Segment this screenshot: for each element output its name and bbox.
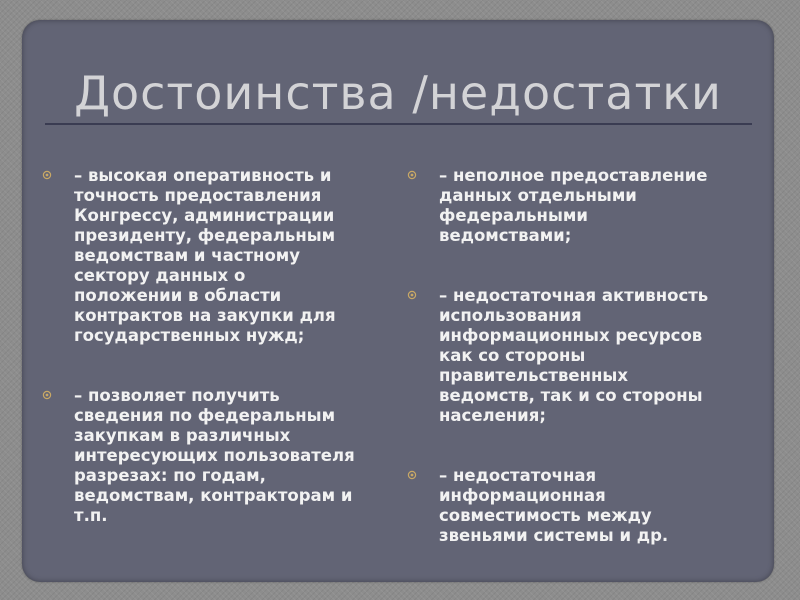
bullet-icon <box>42 150 52 160</box>
disadvantage-item <box>407 146 757 246</box>
advantage-item <box>42 366 394 526</box>
advantage-text: – высокая оперативность и точность предоставления Конгрессу, администрации президенту, федеральным ведомствам и частному сектору данных о положении в области контрактов на закупки для государственных нужд; <box>74 166 336 345</box>
title-divider <box>45 123 752 125</box>
advantage-text: – позволяет получить сведения по федеральным закупкам в различных интересующих пользователя разрезах: по годам, ведомствам, контракторам и т.п. <box>74 386 355 525</box>
disadvantage-text: – недостаточная активность использования информационных ресурсов как со стороны правительственных ведомств, так и со стороны населения; <box>439 286 709 425</box>
bullet-icon <box>407 150 417 160</box>
advantages-column <box>42 146 394 546</box>
bullet-icon <box>42 370 52 380</box>
slide-panel <box>22 20 774 582</box>
disadvantage-text: – неполное предоставление данных отдельными федеральными ведомствами; <box>439 166 708 245</box>
bullet-icon <box>407 270 417 280</box>
advantage-item <box>42 146 394 346</box>
disadvantage-item <box>407 266 757 426</box>
disadvantages-column <box>407 146 757 566</box>
slide-title: Достоинства /недостатки <box>74 66 722 120</box>
bullet-icon <box>407 450 417 460</box>
disadvantage-text: – недостаточная информационная совместимость между звеньями системы и др. <box>439 466 669 545</box>
disadvantage-item <box>407 446 757 546</box>
